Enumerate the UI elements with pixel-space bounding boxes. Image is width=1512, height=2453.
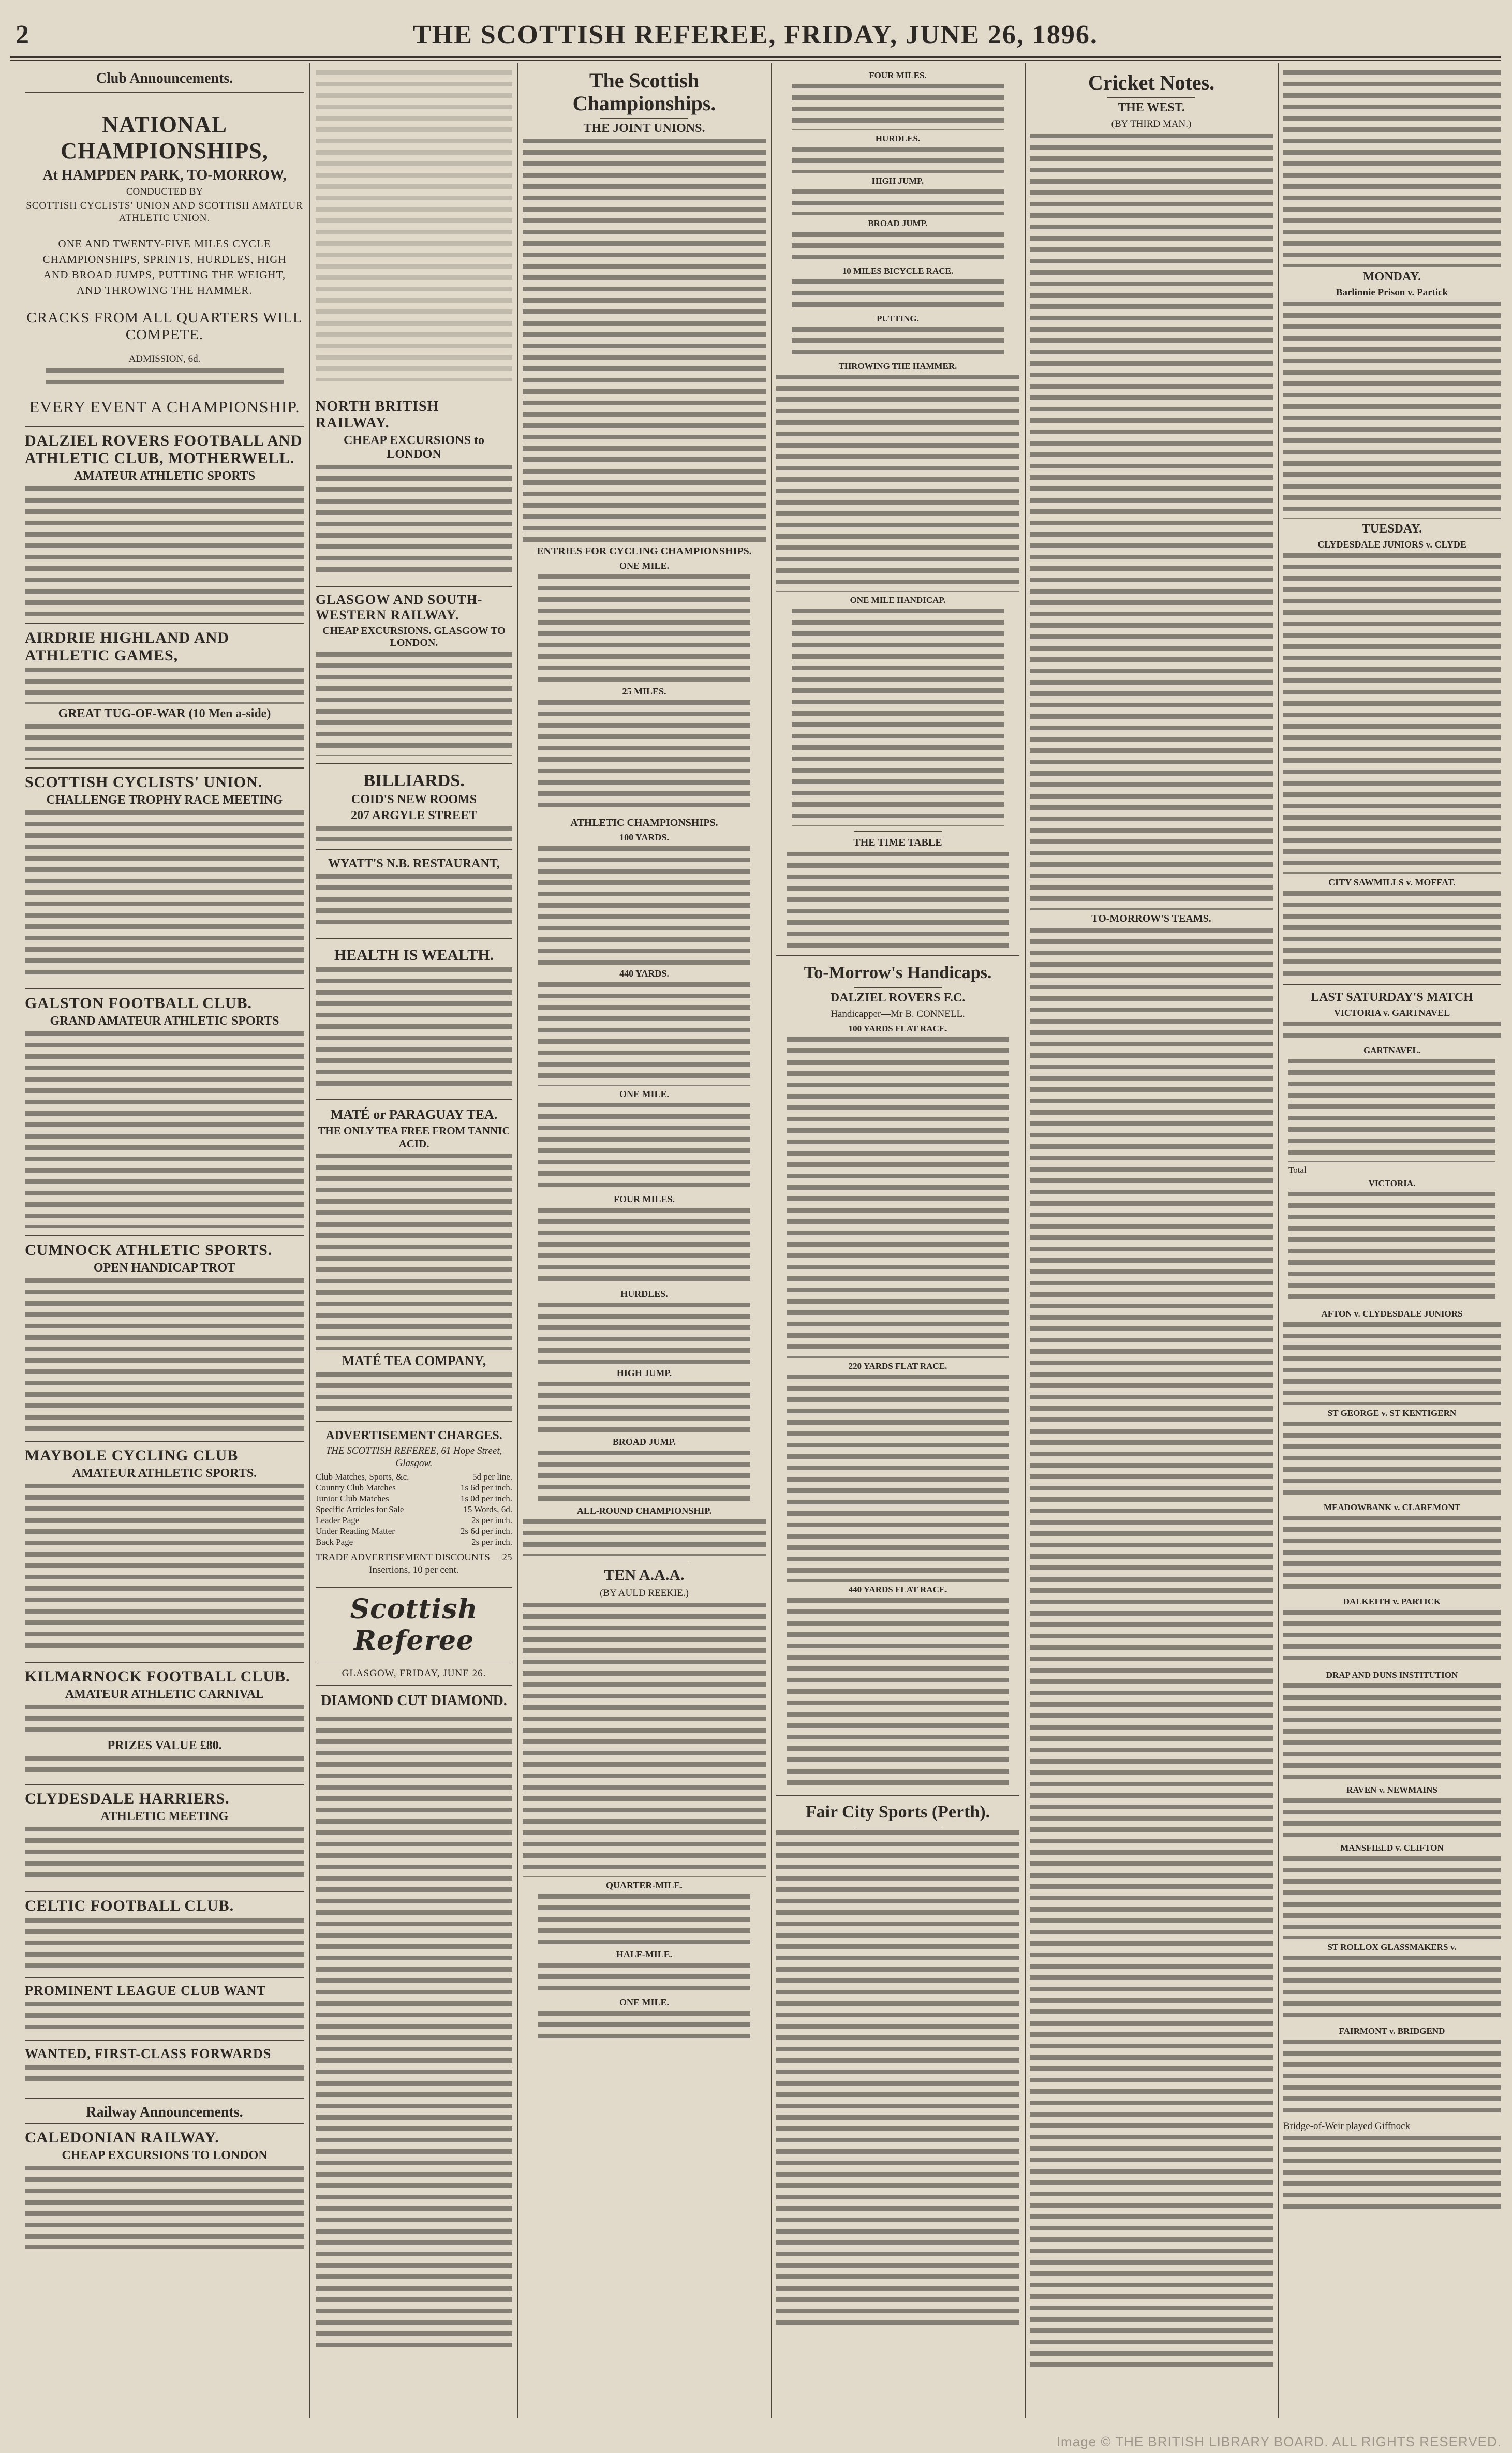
total-label: Total <box>1288 1165 1307 1175</box>
charge-item: Junior Club Matches <box>316 1494 389 1503</box>
article-body <box>1283 1856 1501 1939</box>
ad-body <box>316 874 512 931</box>
ad-airdrie <box>25 623 304 767</box>
article-body <box>523 139 766 542</box>
cracks-line: CRACKS FROM ALL QUARTERS WILL COMPETE. <box>26 309 303 343</box>
ad-title: CELTIC FOOTBALL CLUB. <box>25 1897 234 1914</box>
ad-mate <box>316 1099 512 1421</box>
article-body <box>1283 1422 1501 1499</box>
charge-row <box>316 1482 512 1493</box>
section-heading: Club Announcements. <box>96 70 233 86</box>
ad-subtitle: CHALLENGE TROPHY RACE MEETING <box>46 793 283 807</box>
entries-subheading: ONE MILE. <box>619 1997 669 2007</box>
ad-billiards <box>316 763 512 849</box>
leader-body <box>316 1717 512 2348</box>
ad-title: CALEDONIAN RAILWAY. <box>25 2129 219 2146</box>
match-heading: ST GEORGE v. ST KENTIGERN <box>1327 1408 1457 1418</box>
ad-body <box>25 724 304 760</box>
ad-company: MATÉ TEA COMPANY, <box>342 1353 486 1368</box>
entries-list <box>538 1208 750 1285</box>
article-body <box>523 1519 766 1556</box>
column-2-top <box>316 67 512 388</box>
ad-body <box>25 1278 304 1434</box>
ad-wyatts <box>316 849 512 938</box>
article-body <box>1283 1322 1501 1405</box>
ad-subtitle: CHEAP EXCURSIONS TO LONDON <box>62 2149 268 2162</box>
column-4 <box>776 67 1019 2427</box>
charge-row <box>316 1526 512 1536</box>
entries-list <box>538 574 750 683</box>
entries-list <box>792 147 1004 173</box>
athletic-heading: ATHLETIC CHAMPIONSHIPS. <box>570 817 718 829</box>
ad-subtitle: AMATEUR ATHLETIC CARNIVAL <box>65 1688 264 1701</box>
ad-scu <box>25 767 304 988</box>
entries-list <box>538 1963 750 1994</box>
handicap-list <box>787 1598 1009 1790</box>
conducted-by: CONDUCTED BY <box>126 186 203 197</box>
entries-subheading: 25 MILES. <box>622 686 666 697</box>
match-heading: RAVEN v. NEWMAINS <box>1346 1785 1437 1795</box>
charge-item: Back Page <box>316 1537 353 1547</box>
ad-title: PROMINENT LEAGUE CLUB WANT <box>25 1983 266 1998</box>
divider <box>1107 97 1195 98</box>
team-heading: GARTNAVEL. <box>1363 1045 1421 1055</box>
scorecard <box>1288 1192 1495 1306</box>
time-table-heading: THE TIME TABLE <box>853 837 942 848</box>
match-heading: MANSFIELD v. CLIFTON <box>1340 1843 1444 1853</box>
unions-line: SCOTTISH CYCLISTS' UNION AND SCOTTISH AMATEUR ATHLETIC UNION. <box>26 200 303 224</box>
entries-list <box>538 982 750 1086</box>
teams-heading: TO-MORROW'S TEAMS. <box>1091 913 1211 924</box>
ad-subtitle: THE ONLY TEA FREE FROM TANNIC ACID. <box>318 1125 510 1150</box>
article-body <box>1283 2040 1501 2117</box>
ad-body <box>25 1484 304 1654</box>
charge-item: Under Reading Matter <box>316 1526 395 1536</box>
masthead-rule <box>10 56 1501 58</box>
ad-title: NORTH BRITISH RAILWAY. <box>316 398 439 431</box>
entries-subheading: HURDLES. <box>620 1289 668 1299</box>
ad-title: GLASGOW AND SOUTH-WESTERN RAILWAY. <box>316 592 483 623</box>
match-heading: DALKEITH v. PARTICK <box>1343 1597 1441 1606</box>
charge-price: 1s 0d per inch. <box>460 1494 512 1503</box>
divider <box>776 955 1019 956</box>
article-body <box>1283 70 1501 267</box>
match-heading: VICTORIA v. GARTNAVEL <box>1333 1008 1450 1018</box>
charge-row <box>316 1536 512 1547</box>
article-body <box>1283 553 1501 874</box>
match-heading: CLYDESDALE JUNIORS v. CLYDE <box>1317 539 1466 550</box>
ad-cumnock <box>25 1235 304 1441</box>
ad-title: MATÉ or PARAGUAY TEA. <box>330 1107 498 1122</box>
club-name: DALZIEL ROVERS F.C. <box>830 991 966 1004</box>
ad-title: CUMNOCK ATHLETIC SPORTS. <box>25 1242 273 1259</box>
column-2 <box>316 393 512 2427</box>
column-rule <box>771 63 772 2418</box>
column-rule <box>1278 63 1279 2418</box>
entries-heading: ENTRIES FOR CYCLING CHAMPIONSHIPS. <box>537 545 752 557</box>
ad-body <box>25 810 304 981</box>
ad-body <box>25 2002 304 2033</box>
events-line: ONE AND TWENTY-FIVE MILES CYCLE CHAMPIONSHIPS, SPRINTS, HURDLES, HIGH AND BROAD JUMPS, PUTTING THE WEIGHT, AND THROWING THE HAMMER. <box>42 238 287 297</box>
match-heading: Bridge-of-Weir played Giffnock <box>1283 2121 1411 2132</box>
article-body <box>1283 1610 1501 1667</box>
ad-body <box>25 1705 304 1736</box>
ad-title: GALSTON FOOTBALL CLUB. <box>25 995 253 1012</box>
match-heading: MEADOWBANK v. CLAREMONT <box>1324 1502 1460 1512</box>
ad-clydesdale <box>25 1784 304 1891</box>
entries-list <box>538 1303 750 1365</box>
ad-subtitle: CHEAP EXCURSIONS to LONDON <box>343 434 485 461</box>
column-6 <box>1283 67 1501 2427</box>
scorecard <box>1288 1059 1495 1162</box>
section-heading: LAST SATURDAY'S MATCH <box>1311 991 1473 1004</box>
article-body <box>1283 1683 1501 1782</box>
divider <box>25 92 304 93</box>
article-body <box>1283 891 1501 979</box>
entries-list <box>538 700 750 814</box>
entries-subheading: HALF-MILE. <box>616 1949 673 1959</box>
entries-subheading: 440 YARDS FLAT RACE. <box>848 1585 947 1594</box>
entries-subheading: 100 YARDS. <box>619 832 669 843</box>
time-table <box>787 852 1009 950</box>
ad-body <box>316 826 512 841</box>
charges-list <box>316 1471 512 1547</box>
article-body <box>1283 302 1501 519</box>
match-heading: CITY SAWMILLS v. MOFFAT. <box>1328 877 1456 888</box>
ad-title: KILMARNOCK FOOTBALL CLUB. <box>25 1668 290 1685</box>
charge-row <box>316 1515 512 1526</box>
column-3 <box>523 67 766 2427</box>
article-title: TEN A.A.A. <box>604 1567 685 1584</box>
charge-price: 2s per inch. <box>471 1515 512 1525</box>
entries-subheading: ALL-ROUND CHAMPIONSHIP. <box>576 1505 712 1516</box>
charge-item: Specific Articles for Sale <box>316 1504 404 1514</box>
ad-body <box>25 668 304 704</box>
masthead-rule-thin <box>10 60 1501 61</box>
entries-subheading: BROAD JUMP. <box>868 218 928 228</box>
column-2-top-text <box>316 70 512 381</box>
ad-subtitle: GREAT TUG-OF-WAR (10 Men a-side) <box>58 707 271 720</box>
every-event-line: EVERY EVENT A CHAMPIONSHIP. <box>29 397 300 416</box>
entries-subheading: ONE MILE. <box>619 1089 669 1099</box>
entries-list <box>538 1103 750 1191</box>
article-byline: (BY THIRD MAN.) <box>1111 119 1192 129</box>
section-heading: Railway Announcements. <box>86 2104 243 2120</box>
article-title: Fair City Sports (Perth). <box>805 1802 990 1822</box>
entries-subheading: BROAD JUMP. <box>612 1437 676 1447</box>
entries-subheading: THROWING THE HAMMER. <box>838 361 957 371</box>
charge-price: 15 Words, 6d. <box>463 1504 512 1514</box>
ad-title: AIRDRIE HIGHLAND AND ATHLETIC GAMES, <box>25 629 230 664</box>
ad-caledonian <box>25 2123 304 2256</box>
paper-logo: Scottish Referee <box>350 1593 478 1657</box>
article-body <box>523 1603 766 1877</box>
entries-list <box>538 1894 750 1946</box>
charge-item: Club Matches, Sports, &c. <box>316 1472 409 1482</box>
charge-price: 1s 6d per inch. <box>460 1483 512 1493</box>
entries-subheading: QUARTER-MILE. <box>606 1880 683 1890</box>
column-rule <box>309 63 310 2418</box>
ad-kilmarnock <box>25 1662 304 1784</box>
ad-body <box>25 1827 304 1884</box>
ad-subtitle: COID'S NEW ROOMS <box>351 793 477 806</box>
ad-subtitle: THE SCOTTISH REFEREE, 61 Hope Street, Glasgow. <box>325 1445 502 1469</box>
article-body <box>1283 1798 1501 1840</box>
ad-body <box>25 1756 304 1777</box>
team-heading: VICTORIA. <box>1368 1178 1416 1188</box>
charge-item: Country Club Matches <box>316 1483 396 1493</box>
day-heading: MONDAY. <box>1362 270 1421 284</box>
article-subtitle: THE WEST. <box>1118 101 1185 114</box>
column-rule <box>517 63 518 2418</box>
ad-body <box>25 2166 304 2249</box>
admission-text <box>46 368 284 384</box>
entries-list <box>792 279 1004 311</box>
article-body <box>1283 2136 1501 2213</box>
divider <box>1283 984 1501 985</box>
article-byline: (BY AULD REEKIE.) <box>600 1588 689 1599</box>
ad-body <box>316 652 512 756</box>
match-heading: Barlinnie Prison v. Partick <box>1336 287 1448 298</box>
entries-subheading: PUTTING. <box>877 314 919 323</box>
article-body <box>1283 1516 1501 1593</box>
handicapper-line: Handicapper—Mr B. CONNELL. <box>831 1009 965 1019</box>
ad-title: CLYDESDALE HARRIERS. <box>25 1790 230 1807</box>
article-body <box>776 1830 1019 2327</box>
ad-maybole <box>25 1441 304 1662</box>
handicap-list <box>787 1037 1009 1358</box>
divider <box>316 1587 512 1588</box>
charge-row <box>316 1493 512 1504</box>
entries-list <box>792 84 1004 130</box>
ad-body <box>25 1918 304 1970</box>
article-body <box>1283 1022 1501 1042</box>
entries-list <box>792 232 1004 263</box>
ad-subtitle: AMATEUR ATHLETIC SPORTS. <box>72 1467 257 1480</box>
copyright-watermark: Image © THE BRITISH LIBRARY BOARD. ALL RIGHTS RESERVED. <box>1056 2434 1502 2449</box>
article-title: The Scottish Championships. <box>572 69 716 115</box>
ad-title: ADVERTISEMENT CHARGES. <box>325 1429 502 1442</box>
column-rule <box>1025 63 1026 2418</box>
entries-list <box>792 327 1004 358</box>
divider <box>776 1795 1019 1796</box>
column-1 <box>25 67 304 2427</box>
match-heading: DRAP AND DUNS INSTITUTION <box>1326 1670 1458 1680</box>
ad-subtitle: GRAND AMATEUR ATHLETIC SPORTS <box>50 1014 279 1028</box>
admission-line: ADMISSION, 6d. <box>128 353 201 364</box>
ad-subtitle: OPEN HANDICAP TROT <box>93 1261 236 1275</box>
ad-title: MAYBOLE CYCLING CLUB <box>25 1447 239 1464</box>
entries-subheading: HIGH JUMP. <box>616 1368 672 1378</box>
leader-date: GLASGOW, FRIDAY, JUNE 26. <box>342 1668 486 1679</box>
entries-subheading: FOUR MILES. <box>613 1194 675 1204</box>
ad-league <box>25 1977 304 2040</box>
entries-list <box>792 189 1004 215</box>
entries-list <box>538 2011 750 2042</box>
ad-wanted <box>25 2040 304 2093</box>
entries-subheading: HIGH JUMP. <box>871 176 924 186</box>
match-heading: ST ROLLOX GLASSMAKERS v. <box>1327 1942 1457 1952</box>
ad-title: HEALTH IS WEALTH. <box>334 947 494 964</box>
ad-body <box>316 465 512 579</box>
divider <box>600 118 688 119</box>
entries-subheading: ONE MILE HANDICAP. <box>850 595 946 605</box>
ad-dalziel <box>25 426 304 623</box>
charge-item: Leader Page <box>316 1515 360 1525</box>
entries-list <box>792 609 1004 826</box>
divider <box>854 987 942 988</box>
ad-title: DALZIEL ROVERS FOOTBALL AND ATHLETIC CLUB, MOTHERWELL. <box>25 432 303 467</box>
entries-subheading: 220 YARDS FLAT RACE. <box>848 1361 947 1371</box>
ad-health <box>316 938 512 1099</box>
scorecard-total <box>1288 1164 1495 1175</box>
entries-list <box>538 1382 750 1434</box>
ad-address: 207 ARGYLE STREET <box>350 809 478 822</box>
entries-list <box>538 1451 750 1502</box>
ad-nbr <box>316 393 512 586</box>
ad-title: WANTED, FIRST-CLASS FORWARDS <box>25 2046 272 2061</box>
ad-gsw <box>316 586 512 763</box>
ad-body <box>316 967 512 1091</box>
ad-body <box>316 1372 512 1413</box>
article-body <box>1030 134 1273 910</box>
entries-list <box>538 846 750 965</box>
trade-discount: TRADE ADVERTISEMENT DISCOUNTS— 25 Insertions, 10 per cent. <box>316 1552 512 1575</box>
divider <box>854 831 942 832</box>
entries-subheading: ONE MILE. <box>619 560 669 571</box>
entries-subheading: HURDLES. <box>875 134 921 143</box>
column-5 <box>1030 67 1273 2427</box>
ad-celtic <box>25 1891 304 1977</box>
article-body <box>1283 1956 1501 2023</box>
entries-subheading: 440 YARDS. <box>619 968 669 979</box>
article-title: To-Morrow's Handicaps. <box>804 963 992 982</box>
match-heading: AFTON v. CLYDESDALE JUNIORS <box>1321 1309 1463 1319</box>
day-heading: TUESDAY. <box>1361 522 1422 536</box>
entries-subheading: 100 YARDS FLAT RACE. <box>848 1024 947 1033</box>
article-body <box>776 375 1019 592</box>
ad-subtitle: ATHLETIC MEETING <box>100 1810 229 1823</box>
masthead <box>16 20 1495 52</box>
ad-title: WYATT'S N.B. RESTAURANT, <box>328 857 500 870</box>
ad-body <box>316 1154 512 1350</box>
entries-subheading: 10 MILES BICYCLE RACE. <box>842 266 954 276</box>
charge-row <box>316 1504 512 1515</box>
ad-subtitle: CHEAP EXCURSIONS. GLASGOW TO LONDON. <box>322 625 506 648</box>
ad-body <box>25 1031 304 1228</box>
match-heading: FAIRMONT v. BRIDGEND <box>1339 2026 1445 2036</box>
ad-body <box>25 486 304 616</box>
charge-price: 2s per inch. <box>471 1537 512 1547</box>
charge-price: 2s 6d per inch. <box>460 1526 512 1536</box>
ad-body <box>25 2065 304 2086</box>
ad-subtitle: AMATEUR ATHLETIC SPORTS <box>73 469 256 483</box>
ad-prizes: PRIZES VALUE £80. <box>107 1739 222 1752</box>
page-number: 2 <box>16 20 29 50</box>
ad-galston <box>25 988 304 1235</box>
charge-row <box>316 1471 512 1482</box>
championship-heading: NATIONAL CHAMPIONSHIPS, <box>61 112 269 164</box>
leader-title: DIAMOND CUT DIAMOND. <box>321 1693 507 1709</box>
ad-charges <box>316 1421 512 1582</box>
charge-price: 5d per line. <box>472 1472 512 1482</box>
ad-title: SCOTTISH CYCLISTS' UNION. <box>25 774 263 791</box>
divider <box>316 1685 512 1686</box>
handicap-list <box>787 1375 1009 1582</box>
article-subtitle: THE JOINT UNIONS. <box>583 122 705 135</box>
ad-title: BILLIARDS. <box>363 771 465 790</box>
article-body <box>1030 928 1273 2367</box>
article-title: Cricket Notes. <box>1088 71 1215 94</box>
divider <box>25 2098 304 2099</box>
newspaper-title: THE SCOTTISH REFEREE, FRIDAY, JUNE 26, 1896. <box>413 20 1098 50</box>
entries-subheading: FOUR MILES. <box>869 70 927 80</box>
championship-place: At HAMPDEN PARK, TO-MORROW, <box>42 167 287 183</box>
